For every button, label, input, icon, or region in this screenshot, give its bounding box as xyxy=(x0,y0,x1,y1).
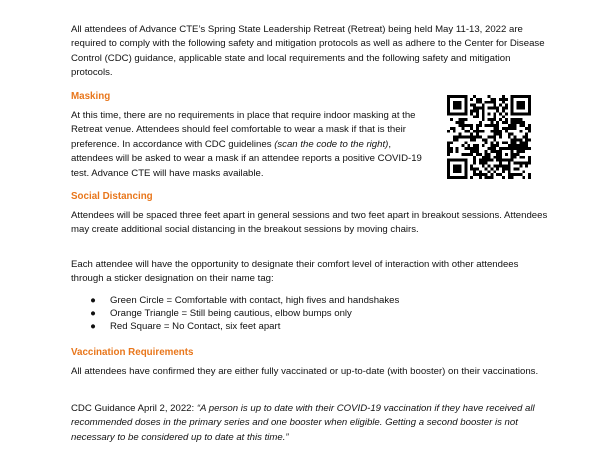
qr-code[interactable] xyxy=(447,95,531,179)
list-item: ● Red Square = No Contact, six feet apart xyxy=(88,320,399,333)
bullet-icon: ● xyxy=(90,321,96,333)
masking-paragraph: At this time, there are no requirements in place that require indoor masking at the Retreat venue. Attendees should feel comfortable to wear a mask if that is their preference. In accordance with CDC guidelines (scan the code to the right), attendees will be asked to wear a mask if an attendee reports a positive COVID-19 test. Advance CTE will have masks available. xyxy=(71,110,422,179)
list-item: ● Orange Triangle = Still being cautious, elbow bumps only xyxy=(88,307,399,320)
social-distancing-paragraph-1: Attendees will be spaced three feet apart in general sessions and two feet apart in breakout sessions. Attendees may create additional social distancing in the breakout sessions by moving chairs. xyxy=(71,210,548,236)
cdc-guidance-paragraph: CDC Guidance April 2, 2022: “A person is up to date with their COVID-19 vaccination if they have received all recommended doses in the primary series and one booster when eligible. Getting a second booster is not necessary to be considered up to date at this time.” xyxy=(71,403,535,443)
list-item: ● Green Circle = Comfortable with contact, high fives and handshakes xyxy=(88,294,399,307)
social-distancing-heading: Social Distancing xyxy=(71,191,153,202)
bullet-icon: ● xyxy=(90,295,96,306)
intro-paragraph: All attendees of Advance CTE’s Spring State Leadership Retreat (Retreat) being held May 11-13, 2022 are required to comply with the following safety and mitigation protocols as well as adhere to the Center for Disease Control (CDC) guidance, applicable state and local requirements and the following safety and mitigation protocols. xyxy=(71,24,545,79)
masking-heading: Masking xyxy=(71,91,111,102)
social-distancing-paragraph-2: Each attendee will have the opportunity to designate their comfort level of interaction with other attendees through a sticker designation on their name tag: xyxy=(71,259,519,285)
comfort-level-list xyxy=(88,294,399,334)
vaccination-heading: Vaccination Requirements xyxy=(71,347,194,358)
vaccination-paragraph: All attendees have confirmed they are either fully vaccinated or up-to-date (with booster) on their vaccinations. xyxy=(71,366,539,377)
cropped-heading-fragment xyxy=(0,0,600,4)
bullet-icon: ● xyxy=(90,308,96,320)
